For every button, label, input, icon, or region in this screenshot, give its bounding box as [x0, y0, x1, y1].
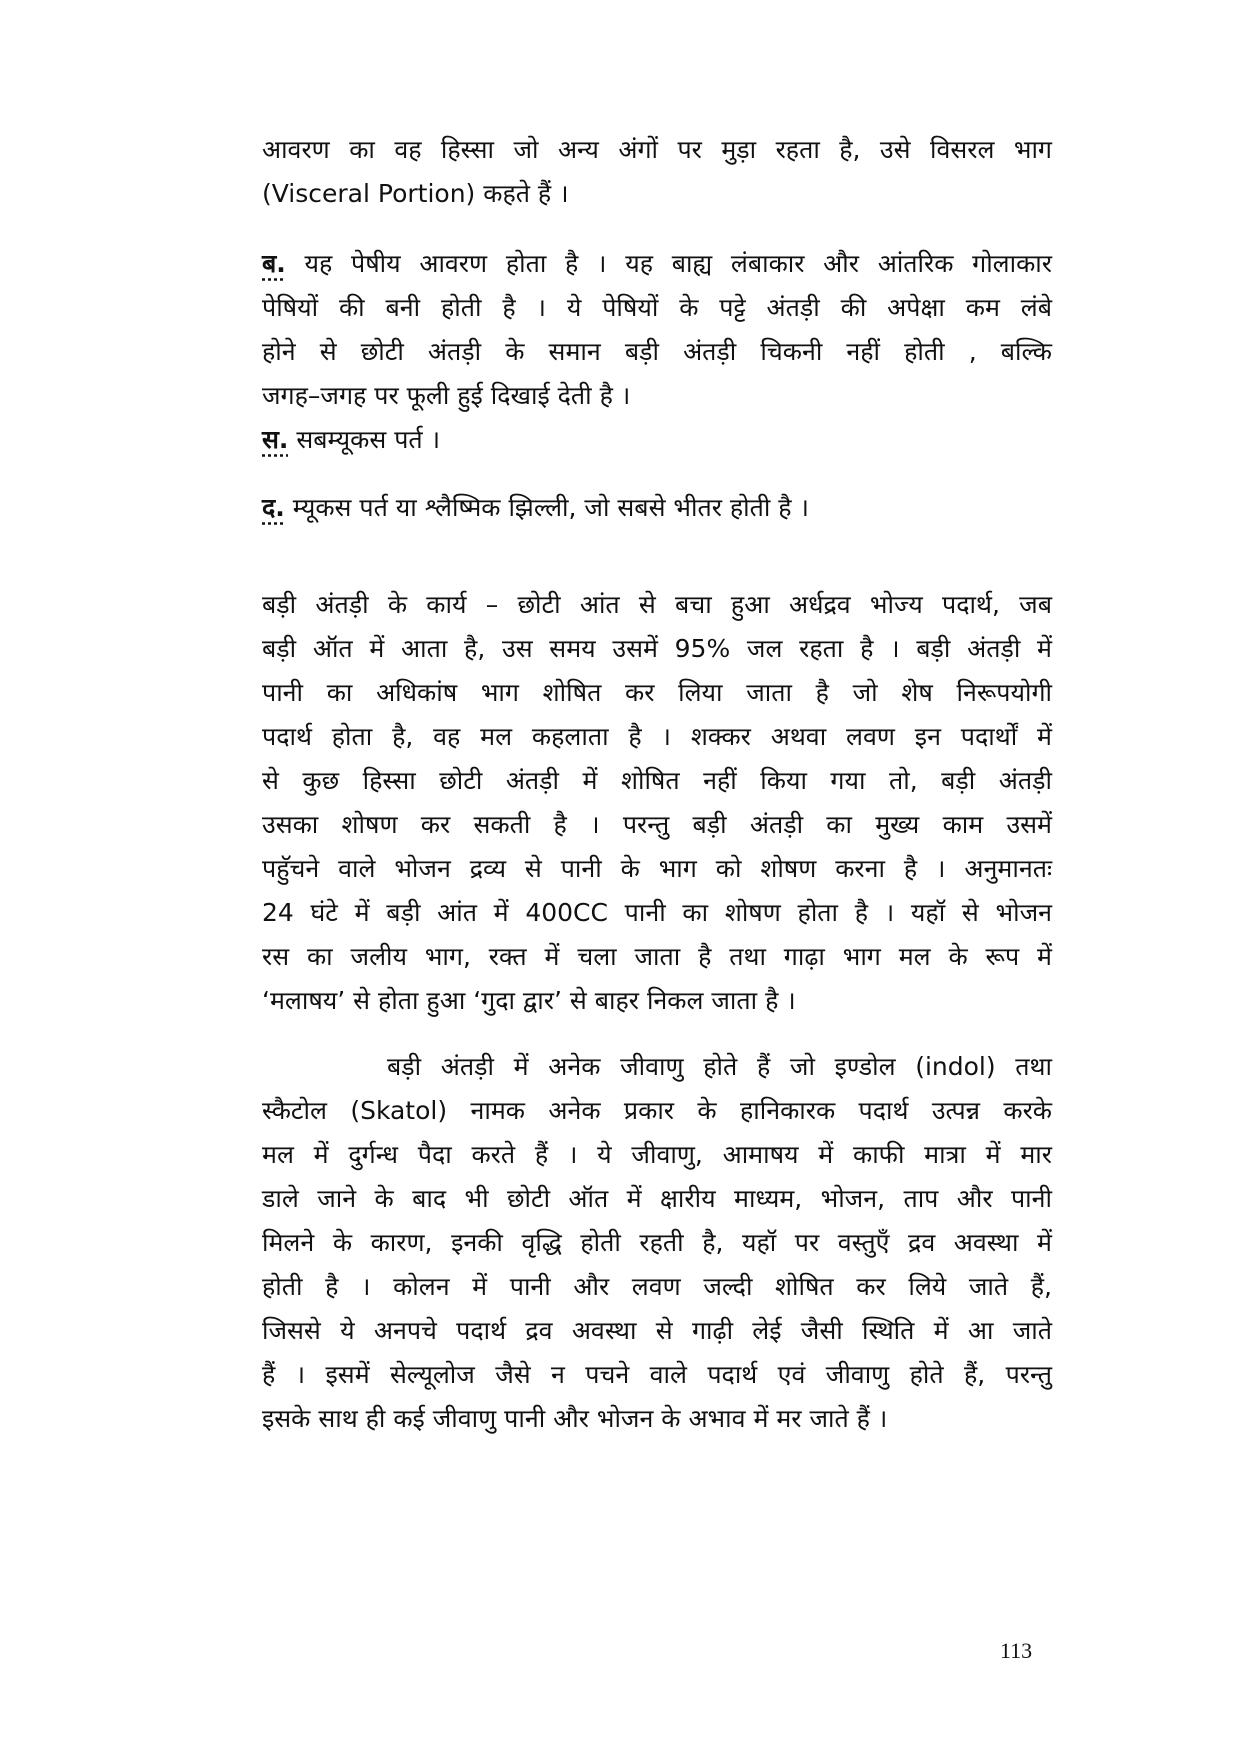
list-item-d	[262, 486, 1052, 530]
text-line: जगह–जगह पर फूली हुई दिखाई देती है ।	[262, 381, 631, 410]
item-marker: ब.	[262, 249, 286, 278]
item-text: यह पेषीय आवरण होता है । यह बाह्य लंबाकार और आंतरिक गोलाकार	[304, 249, 1053, 278]
item-text: म्यूकस पर्त या श्लैष्मिक झिल्ली, जो सबसे भीतर होती है ।	[292, 493, 810, 522]
page-number: 113	[1000, 1638, 1033, 1663]
text-line: इसके साथ ही कई जीवाणु पानी और भोजन के अभाव में मर जाते हैं ।	[262, 1404, 888, 1433]
list-item-s	[262, 418, 1052, 462]
text-line: होने से छोटी अंतड़ी के समान बड़ी अंतड़ी चिकनी नहीं होती , बल्कि	[262, 337, 1052, 366]
text-line: उसका शोषण कर सकती है । परन्तु बड़ी अंतड़ी का मुख्य काम उसमें	[262, 810, 1052, 839]
paragraph-bacteria	[262, 1045, 1052, 1441]
text-line: हैं । इसमें सेल्यूलोज जैसे न पचने वाले पदार्थ एवं जीवाणु होते हैं, परन्तु	[262, 1360, 1052, 1389]
text-line	[262, 418, 1052, 462]
item-marker: स.	[262, 425, 289, 454]
text-line: पानी का अधिकांष भाग शोषित कर लिया जाता है जो शेष निरूपयोगी	[262, 678, 1052, 707]
text-line: मिलने के कारण, इनकी वृद्धि होती रहती है, यहॉ पर वस्तुऍं द्रव अवस्था में	[262, 1228, 1052, 1257]
text-line: रस का जलीय भाग, रक्त में चला जाता है तथा गाढ़ा भाग मल के रूप में	[262, 942, 1052, 971]
text-line: (Visceral Portion) कहते हैं ।	[262, 179, 569, 208]
text-line: स्कैटोल (Skatol) नामक अनेक प्रकार के हानिकारक पदार्थ उत्पन्न करके	[262, 1096, 1052, 1125]
paragraph-functions	[262, 583, 1052, 1023]
text-line: ‘मलाषय’ से होता हुआ ‘गुदा द्वार’ से बाहर निकल जाता है ।	[262, 986, 796, 1015]
text-line	[262, 242, 1052, 286]
paragraph-visceral	[262, 128, 1052, 216]
text-line: बड़ी अंतड़ी के कार्य – छोटी आंत से बचा हुआ अर्धद्रव भोज्य पदार्थ, जब	[262, 590, 1052, 619]
text-line: पहुॅचने वाले भोजन द्रव्य से पानी के भाग को शोषण करना है । अनुमानतः	[262, 854, 1052, 883]
text-line: बड़ी ऑत में आता है, उस समय उसमें 95% जल रहता है । बड़ी अंतड़ी में	[262, 634, 1052, 663]
item-text: सबम्यूकस पर्त ।	[296, 425, 441, 454]
text-line: आवरण का वह हिस्सा जो अन्य अंगों पर मुड़ा रहता है, उसे विसरल भाग	[262, 135, 1052, 164]
text-line: पदार्थ होता है, वह मल कहलाता है । शक्कर अथवा लवण इन पदार्थों में	[262, 722, 1052, 751]
item-marker: द.	[262, 493, 285, 522]
text-line: से कुछ हिस्सा छोटी अंतड़ी में शोषित नहीं किया गया तो, बड़ी अंतड़ी	[262, 766, 1052, 795]
text-line: जिससे ये अनपचे पदार्थ द्रव अवस्था से गाढ़ी लेई जैसी स्थिति में आ जाते	[262, 1316, 1052, 1345]
text-line: डाले जाने के बाद भी छोटी ऑत में क्षारीय माध्यम, भोजन, ताप और पानी	[262, 1184, 1052, 1213]
text-line: पेषियों की बनी होती है । ये पेषियों के पट्टे अंतड़ी की अपेक्षा कम लंबे	[262, 293, 1052, 322]
text-line: मल में दुर्गन्ध पैदा करते हैं । ये जीवाणु, आमाषय में काफी मात्रा में मार	[262, 1140, 1052, 1169]
text-line: होती है । कोलन में पानी और लवण जल्दी शोषित कर लिये जाते हैं,	[262, 1272, 1052, 1301]
list-item-b	[262, 242, 1052, 418]
text-line: बड़ी अंतड़ी में अनेक जीवाणु होते हैं जो इण्डोल (indol) तथा	[387, 1052, 1052, 1081]
text-line	[262, 486, 1052, 530]
text-line: 24 घंटे में बड़ी आंत में 400CC पानी का शोषण होता है । यहॉ से भोजन	[262, 898, 1052, 927]
